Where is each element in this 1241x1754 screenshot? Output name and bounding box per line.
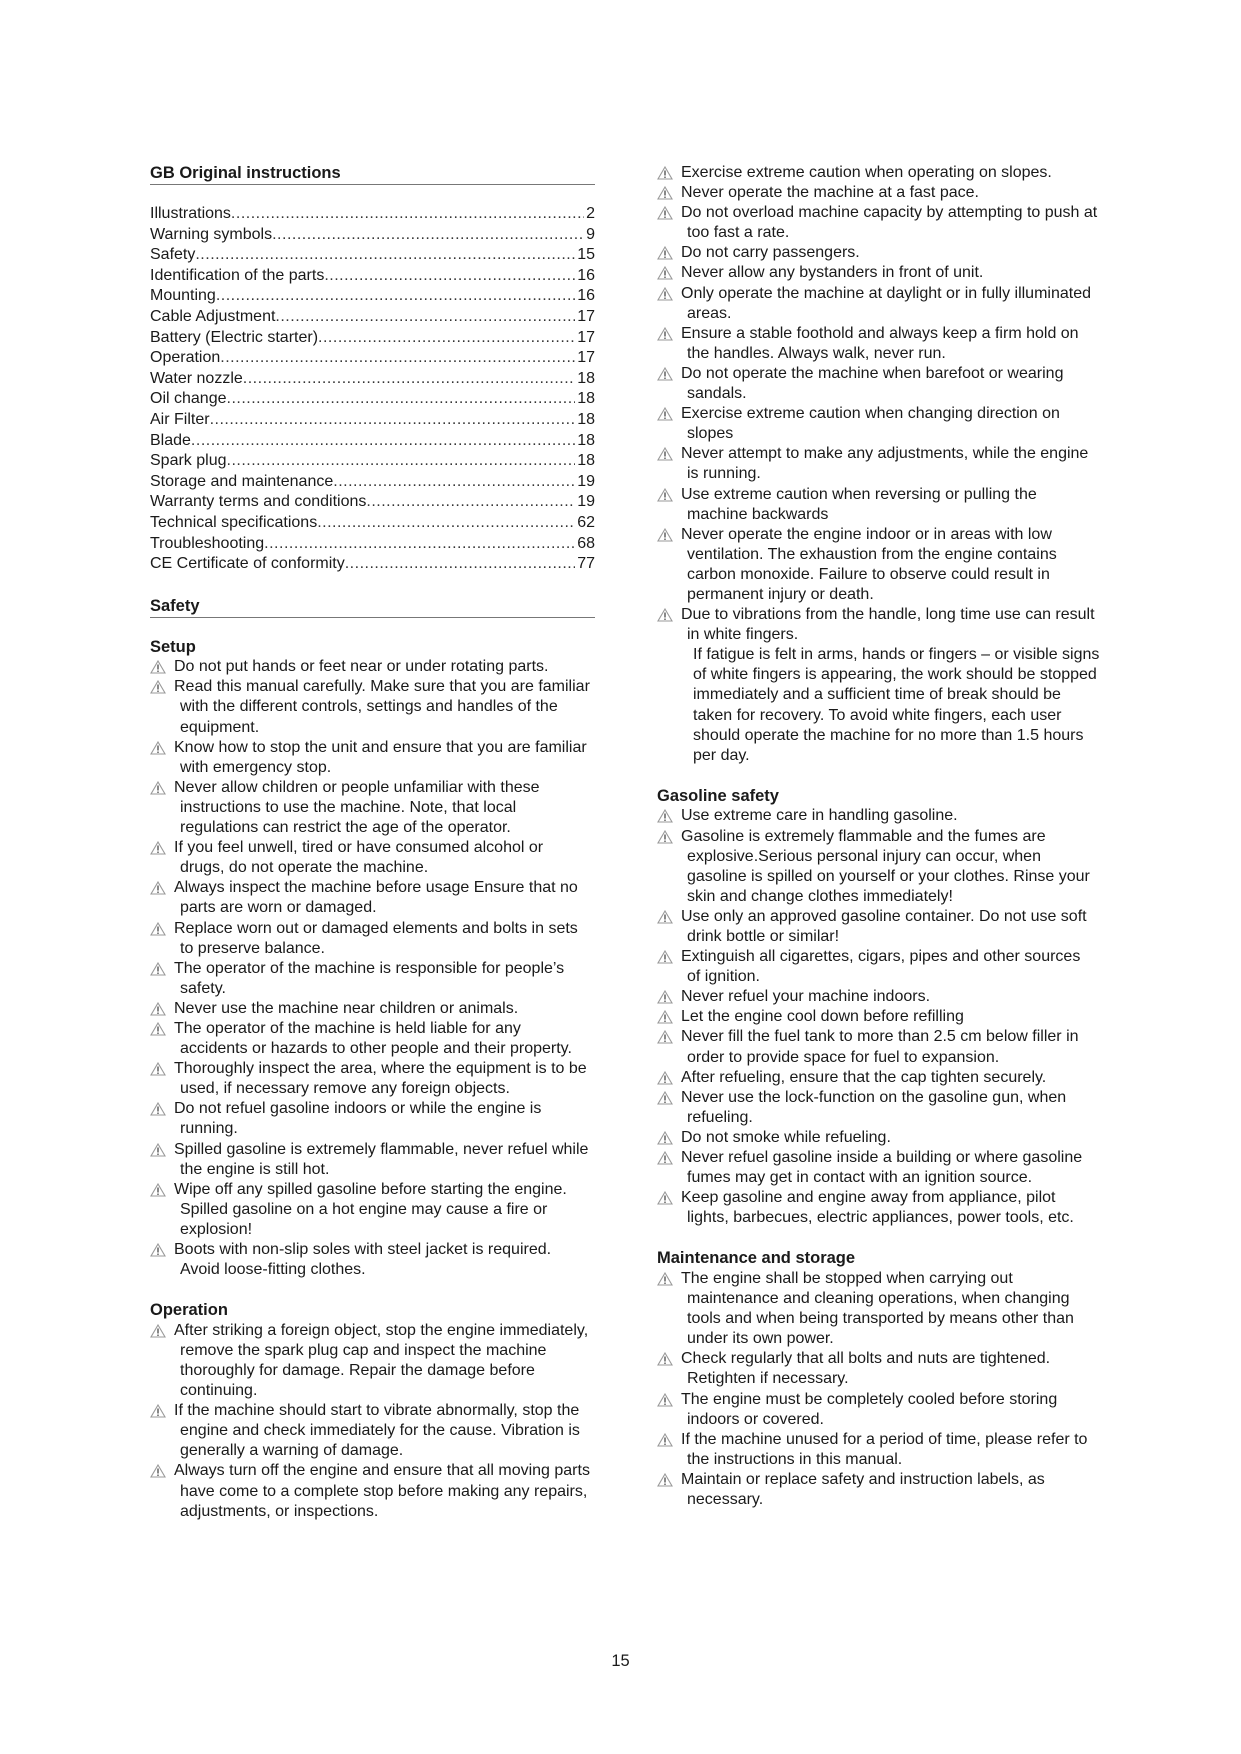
toc-entry (150, 204, 595, 225)
warning-item-text: Check regularly that all bolts and nuts are tightened. Retighten if necessary. (681, 1350, 1051, 1388)
toc-entry-page: 62 (577, 513, 595, 531)
toc-entry-title: Operation (150, 349, 221, 367)
warning-triangle-icon (657, 287, 673, 301)
warning-item (150, 1099, 595, 1139)
toc-dot-leader (216, 286, 575, 307)
maintenance-warning-list (657, 1269, 1102, 1510)
toc-entry-title: Blade (150, 431, 191, 449)
warning-item (657, 1430, 1102, 1470)
warning-triangle-icon (657, 809, 673, 823)
toc-dot-leader (195, 245, 575, 266)
warning-item (657, 163, 1102, 183)
warning-item (657, 987, 1102, 1007)
warning-item (150, 1180, 595, 1240)
warning-item (657, 444, 1102, 484)
toc-dot-leader (333, 472, 575, 493)
warning-triangle-icon (150, 1002, 166, 1016)
warning-item (150, 1140, 595, 1180)
warning-triangle-icon (657, 206, 673, 220)
toc-dot-leader (345, 554, 575, 575)
warning-triangle-icon (150, 1102, 166, 1116)
warning-item (657, 1349, 1102, 1389)
warning-triangle-icon (657, 367, 673, 381)
warning-item (150, 738, 595, 778)
toc-dot-leader (227, 389, 576, 410)
warning-item-text: Wipe off any spilled gasoline before starting the engine. Spilled gasoline on a hot engine may cause a fire or explosion! (174, 1180, 567, 1238)
warning-item-text: Thoroughly inspect the area, where the equipment is to be used, if necessary remove any foreign objects. (174, 1060, 587, 1098)
warning-item (150, 878, 595, 918)
warning-item-text: Do not smoke while refueling. (681, 1128, 891, 1146)
warning-item-text: Always turn off the engine and ensure that all moving parts have come to a complete stop before making any repairs, adjustments, or inspections. (174, 1462, 590, 1520)
warning-item (657, 1088, 1102, 1128)
toc-entry-title: Technical specifications (150, 513, 318, 531)
toc-entry-title: Safety (150, 246, 196, 264)
warning-item (150, 919, 595, 959)
warning-item-text: Ensure a stable foothold and always keep a firm hold on the handles. Always walk, never run. (681, 324, 1079, 362)
warning-item (150, 1059, 595, 1099)
warning-item-text: Extinguish all cigarettes, cigars, pipes and other sources of ignition. (681, 948, 1081, 986)
warning-item (657, 284, 1102, 324)
warning-item-text: Keep gasoline and engine away from appliance, pilot lights, barbecues, electric appliances, power tools, etc. (681, 1189, 1074, 1227)
warning-item (657, 947, 1102, 987)
toc-entry (150, 225, 595, 246)
toc-entry-title: Water nozzle (150, 369, 243, 387)
warning-triangle-icon (657, 1272, 673, 1286)
toc-entry (150, 451, 595, 472)
warning-triangle-icon (657, 910, 673, 924)
toc-dot-leader (191, 431, 575, 452)
warning-triangle-icon (150, 680, 166, 694)
toc-entry-page: 18 (577, 390, 595, 408)
warning-triangle-icon (150, 781, 166, 795)
warning-triangle-icon (150, 962, 166, 976)
page-number: 15 (611, 1652, 630, 1670)
toc-dot-leader (227, 451, 576, 472)
warning-item-text: Exercise extreme caution when operating on slopes. (681, 164, 1052, 181)
warning-item-text: After refueling, ensure that the cap tighten securely. (681, 1068, 1047, 1086)
warning-item-text: Use extreme care in handling gasoline. (681, 807, 958, 825)
warning-item-text: Do not refuel gasoline indoors or while the engine is running. (174, 1100, 542, 1138)
warning-triangle-icon (150, 922, 166, 936)
toc-entry-page: 77 (577, 555, 595, 573)
warning-item (150, 1321, 595, 1401)
toc-entry-page: 18 (577, 410, 595, 428)
warning-item (657, 263, 1102, 283)
warning-triangle-icon (657, 447, 673, 461)
warning-item-text: Never attempt to make any adjustments, while the engine is running. (681, 445, 1089, 483)
warning-item-text: Maintain or replace safety and instruction labels, as necessary. (681, 1470, 1045, 1508)
warning-triangle-icon (657, 488, 673, 502)
toc-entry-title: Storage and maintenance (150, 472, 334, 490)
toc-entry-page: 17 (577, 307, 595, 325)
warning-item (657, 1188, 1102, 1228)
toc-dot-leader (272, 225, 584, 246)
warning-item (150, 959, 595, 999)
warning-triangle-icon (657, 1091, 673, 1105)
warning-item (657, 1007, 1102, 1027)
warning-triangle-icon (657, 990, 673, 1004)
warning-item (657, 183, 1102, 203)
warning-item-text: Never use the machine near children or animals. (174, 999, 519, 1017)
warning-item (150, 838, 595, 878)
toc-entry-title: Troubleshooting (150, 534, 265, 552)
toc-entry-page: 17 (577, 328, 595, 346)
toc-entry (150, 431, 595, 452)
toc-entry-title: Cable Adjustment (150, 307, 276, 325)
warning-item-text: After striking a foreign object, stop the engine immediately, remove the spark plug cap and inspect the machine thoroughly for damage. Repair the damage before continuing. (174, 1321, 589, 1400)
warning-triangle-icon (657, 1393, 673, 1407)
warning-item (657, 1470, 1102, 1510)
warning-triangle-icon (657, 608, 673, 622)
warning-item-text: Do not carry passengers. (681, 244, 860, 262)
operation-warning-list-continued (657, 163, 1102, 645)
warning-triangle-icon (657, 1352, 673, 1366)
toc-entry-title: CE Certificate of conformity (150, 555, 345, 573)
warning-triangle-icon (657, 1010, 673, 1024)
toc-entry-title: Air Filter (150, 410, 210, 428)
warning-item-text: Never allow any bystanders in front of unit. (681, 264, 984, 282)
warning-triangle-icon (150, 1243, 166, 1257)
warning-triangle-icon (657, 1433, 673, 1447)
warning-item-text: Never operate the engine indoor or in areas with low ventilation. The exhaustion from the engine contains carbon monoxide. Failure to observe could result in permanent injury or death. (681, 525, 1057, 603)
warning-item-text: Never refuel your machine indoors. (681, 988, 931, 1006)
toc-entry-page: 16 (577, 287, 595, 305)
toc-entry-title: Battery (Electric starter) (150, 328, 319, 346)
toc-entry-page: 9 (586, 225, 595, 243)
toc-dot-leader (220, 348, 575, 369)
toc-entry-page: 68 (577, 534, 595, 552)
toc-dot-leader (318, 328, 575, 349)
warning-item (657, 485, 1102, 525)
warning-triangle-icon (150, 1183, 166, 1197)
warning-item-text: Let the engine cool down before refilling (681, 1008, 964, 1026)
left-column (150, 163, 595, 1522)
toc-entry (150, 534, 595, 555)
warning-triangle-icon (150, 1022, 166, 1036)
operation-warning-list (150, 1321, 595, 1522)
warning-item-text: Never use the lock-function on the gasoline gun, when refueling. (681, 1088, 1067, 1126)
warning-triangle-icon (657, 407, 673, 421)
toc-entry-page: 2 (586, 205, 595, 222)
warning-item-text: The engine must be completely cooled before storing indoors or covered. (681, 1390, 1058, 1428)
warning-item (657, 1128, 1102, 1148)
warning-item (657, 806, 1102, 826)
warning-item (657, 1269, 1102, 1349)
toc-entry-page: 17 (577, 349, 595, 367)
warning-item (150, 999, 595, 1019)
gasoline-warning-list (657, 806, 1102, 1228)
warning-item-text: Never fill the fuel tank to more than 2.5 cm below filler in order to provide space for fuel to expansion. (681, 1028, 1079, 1066)
warning-item-text: Use extreme caution when reversing or pulling the machine backwards (681, 485, 1037, 523)
warning-triangle-icon (150, 881, 166, 895)
warning-item-text: Always inspect the machine before usage Ensure that no parts are worn or damaged. (174, 879, 578, 917)
toc-dot-leader (275, 307, 575, 328)
warning-triangle-icon (657, 266, 673, 280)
warning-item (150, 657, 595, 677)
toc-entry-title: Warning symbols (150, 225, 273, 243)
warning-item-text: Do not put hands or feet near or under rotating parts. (174, 658, 549, 676)
warning-triangle-icon (150, 660, 166, 674)
warning-triangle-icon (657, 528, 673, 542)
toc-dot-leader (243, 369, 575, 390)
vibration-note: If fatigue is felt in arms, hands or fingers – or visible signs of white fingers is appearing, the work should be stopped immediately and a sufficient time of break should be taken for recovery. To avoid white fingers, each user should operate the machine for no more than 1.5 hours per day. (693, 646, 1100, 764)
warning-item-text: The operator of the machine is held liable for any accidents or hazards to other people and their property. (174, 1019, 572, 1058)
warning-item (150, 778, 595, 838)
toc-entry (150, 513, 595, 534)
toc-dot-leader (317, 513, 575, 534)
warning-item (657, 1390, 1102, 1430)
warning-item-text: Spilled gasoline is extremely flammable, never refuel while the engine is still hot. (174, 1140, 589, 1178)
toc-entry-page: 18 (577, 369, 595, 387)
warning-item (657, 203, 1102, 243)
maintenance-heading: Maintenance and storage (657, 1249, 856, 1268)
toc-entry-title: Warranty terms and conditions (150, 493, 367, 511)
toc-entry (150, 492, 595, 513)
toc-entry (150, 410, 595, 431)
warning-item-text: Know how to stop the unit and ensure that you are familiar with emergency stop. (174, 738, 587, 776)
warning-triangle-icon (657, 1151, 673, 1165)
warning-item-text: If the machine should start to vibrate abnormally, stop the engine and check immediately for the cause. Vibration is generally a warning of damage. (174, 1402, 580, 1460)
warning-triangle-icon (150, 741, 166, 755)
warning-item (657, 324, 1102, 364)
toc-entry (150, 286, 595, 307)
warning-item (657, 1148, 1102, 1188)
warning-item (657, 827, 1102, 907)
warning-item-text: Never operate the machine at a fast pace. (681, 184, 979, 202)
toc-entry-page: 15 (577, 246, 595, 264)
warning-triangle-icon (657, 1131, 673, 1145)
warning-item (150, 1240, 595, 1280)
warning-item (657, 525, 1102, 605)
warning-item-text: Due to vibrations from the handle, long time use can result in white fingers. (681, 606, 1095, 644)
warning-triangle-icon (150, 1143, 166, 1157)
warning-item-text: Read this manual carefully. Make sure that you are familiar with the different controls, settings and handles of the equipment. (174, 678, 590, 736)
setup-warning-list (150, 657, 595, 1280)
toc-entry-title: Illustrations (150, 205, 231, 222)
operation-heading: Operation (150, 1301, 228, 1320)
warning-item (150, 677, 595, 737)
toc-entry-title: Spark plug (150, 452, 227, 470)
document-heading: GB Original instructions (150, 163, 595, 185)
warning-item-text: The operator of the machine is responsible for people’s safety. (174, 959, 565, 997)
toc-dot-leader (324, 266, 575, 287)
toc-dot-leader (366, 492, 575, 513)
warning-item-text: Do not operate the machine when barefoot or wearing sandals. (681, 364, 1064, 403)
warning-item-text: If you feel unwell, tired or have consumed alcohol or drugs, do not operate the machine. (174, 839, 544, 877)
warning-item-text: Boots with non-slip soles with steel jacket is required. Avoid loose-fitting clothes. (174, 1241, 552, 1279)
warning-triangle-icon (657, 830, 673, 844)
toc-entry (150, 328, 595, 349)
toc-entry (150, 389, 595, 410)
toc-entry-title: Identification of the parts (150, 266, 325, 284)
warning-item (657, 1068, 1102, 1088)
toc-entry-page: 19 (577, 493, 595, 511)
gasoline-heading: Gasoline safety (657, 786, 779, 805)
warning-triangle-icon (657, 1071, 673, 1085)
toc-entry (150, 369, 595, 390)
warning-item (150, 1461, 595, 1521)
toc-dot-leader (210, 410, 576, 431)
table-of-contents (150, 204, 595, 575)
warning-item (657, 243, 1102, 263)
toc-entry-page: 16 (577, 266, 595, 284)
toc-dot-leader (264, 534, 575, 555)
warning-item-text: Never refuel gasoline inside a building or where gasoline fumes may get in contact with an ignition source. (681, 1149, 1083, 1187)
warning-triangle-icon (657, 1473, 673, 1487)
warning-item-text: If the machine unused for a period of time, please refer to the instructions in this manual. (681, 1430, 1088, 1468)
safety-heading: Safety (150, 596, 595, 618)
warning-triangle-icon (657, 1030, 673, 1044)
warning-triangle-icon (657, 166, 673, 180)
setup-heading: Setup (150, 637, 196, 656)
warning-item-text: Only operate the machine at daylight or in fully illuminated areas. (681, 284, 1091, 322)
warning-triangle-icon (657, 327, 673, 341)
warning-item-text: Use only an approved gasoline container. Do not use soft drink bottle or similar! (681, 907, 1087, 945)
toc-entry (150, 348, 595, 369)
warning-item (657, 907, 1102, 947)
warning-item-text: Never allow children or people unfamiliar with these instructions to use the machine. Note, that local regulations can restrict the age of the operator. (174, 778, 540, 837)
warning-triangle-icon (657, 246, 673, 260)
warning-item-text: Gasoline is extremely flammable and the fumes are explosive.Serious personal injury can occur, when gasoline is spilled on yourself or your clothes. Rinse your skin and change clothes immediately! (681, 827, 1090, 905)
warning-triangle-icon (150, 1404, 166, 1418)
toc-entry (150, 472, 595, 493)
warning-item (657, 364, 1102, 404)
warning-item (657, 605, 1102, 645)
right-column (657, 163, 1102, 1510)
warning-item-text: Exercise extreme caution when changing direction on slopes (681, 405, 1060, 443)
toc-entry-page: 19 (577, 472, 595, 490)
warning-triangle-icon (150, 1062, 166, 1076)
warning-item-text: The engine shall be stopped when carrying out maintenance and cleaning operations, when changing tools and when being transported by means other than under its own power. (681, 1269, 1074, 1348)
toc-dot-leader (231, 204, 584, 225)
warning-item-text: Do not overload machine capacity by attempting to push at too fast a rate. (681, 204, 1098, 242)
warning-triangle-icon (657, 186, 673, 200)
toc-entry-title: Oil change (150, 390, 227, 408)
toc-entry-title: Mounting (150, 287, 216, 305)
warning-triangle-icon (150, 841, 166, 855)
toc-entry (150, 554, 595, 575)
warning-item-text: Replace worn out or damaged elements and bolts in sets to preserve balance. (174, 919, 578, 957)
toc-entry-page: 18 (577, 452, 595, 470)
warning-item (657, 404, 1102, 444)
toc-entry (150, 266, 595, 287)
toc-entry (150, 307, 595, 328)
warning-triangle-icon (150, 1324, 166, 1338)
warning-item (150, 1019, 595, 1059)
warning-item (657, 1027, 1102, 1067)
warning-triangle-icon (150, 1464, 166, 1478)
warning-item (150, 1401, 595, 1461)
toc-entry (150, 245, 595, 266)
warning-triangle-icon (657, 1191, 673, 1205)
warning-triangle-icon (657, 950, 673, 964)
toc-entry-page: 18 (577, 431, 595, 449)
